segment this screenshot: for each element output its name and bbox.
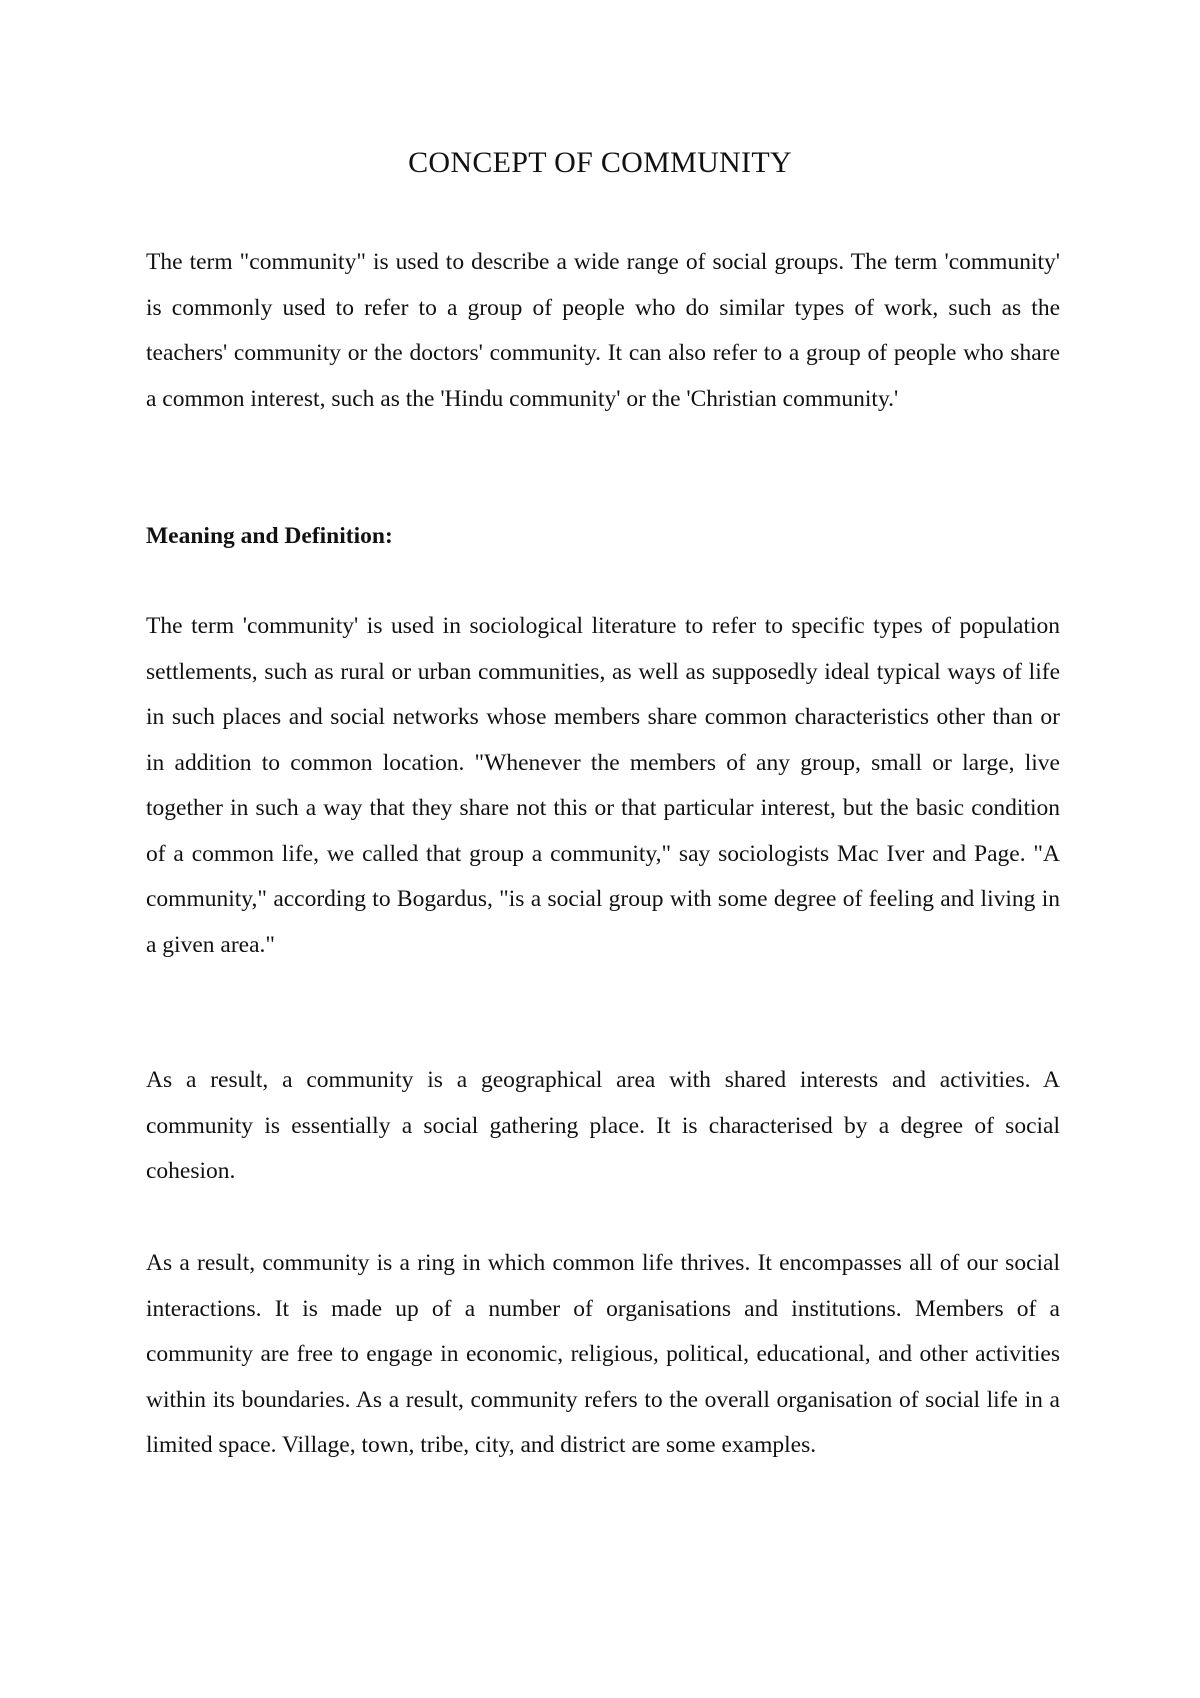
intro-paragraph: The term "community" is used to describe a wide range of social groups. The term 'community' is commonly used to refer to a group of people who do similar types of work, such as the teachers' community or the doctors' community. It can also refer to a group of people who share a common interest, such as the 'Hindu community' or the 'Christian community.' [146,249,1060,412]
definition-paragraph: The term 'community' is used in sociological literature to refer to specific types of population settlements, such as rural or urban communities, as well as supposedly ideal typical ways of life in such places and social networks whose members share common characteristics other than or in addition to common location. "Whenever the members of any group, small or large, live together in such a way that they share not this or that particular interest, but the basic condition of a common life, we called that group a community," say sociologists Mac Iver and Page. "A community," according to Bogardus, "is a social group with some degree of feeling and living in a given area." [146,613,1060,958]
page-title: CONCEPT OF COMMUNITY [408,146,792,179]
result-paragraph-common-life: As a result, community is a ring in which common life thrives. It encompasses all of our social interactions. It is made up of a number of organisations and institutions. Members of a community are free to engage in economic, religious, political, educational, and other activities within its boundaries. As a result, community refers to the overall organisation of social life in a limited space. Village, town, tribe, city, and district are some examples. [146,1250,1060,1458]
section-heading-meaning-definition: Meaning and Definition: [146,523,393,549]
result-paragraph-geographical: As a result, a community is a geographical area with shared interests and activities. A community is essentially a social gathering place. It is characterised by a degree of social cohesion. [146,1067,1060,1184]
